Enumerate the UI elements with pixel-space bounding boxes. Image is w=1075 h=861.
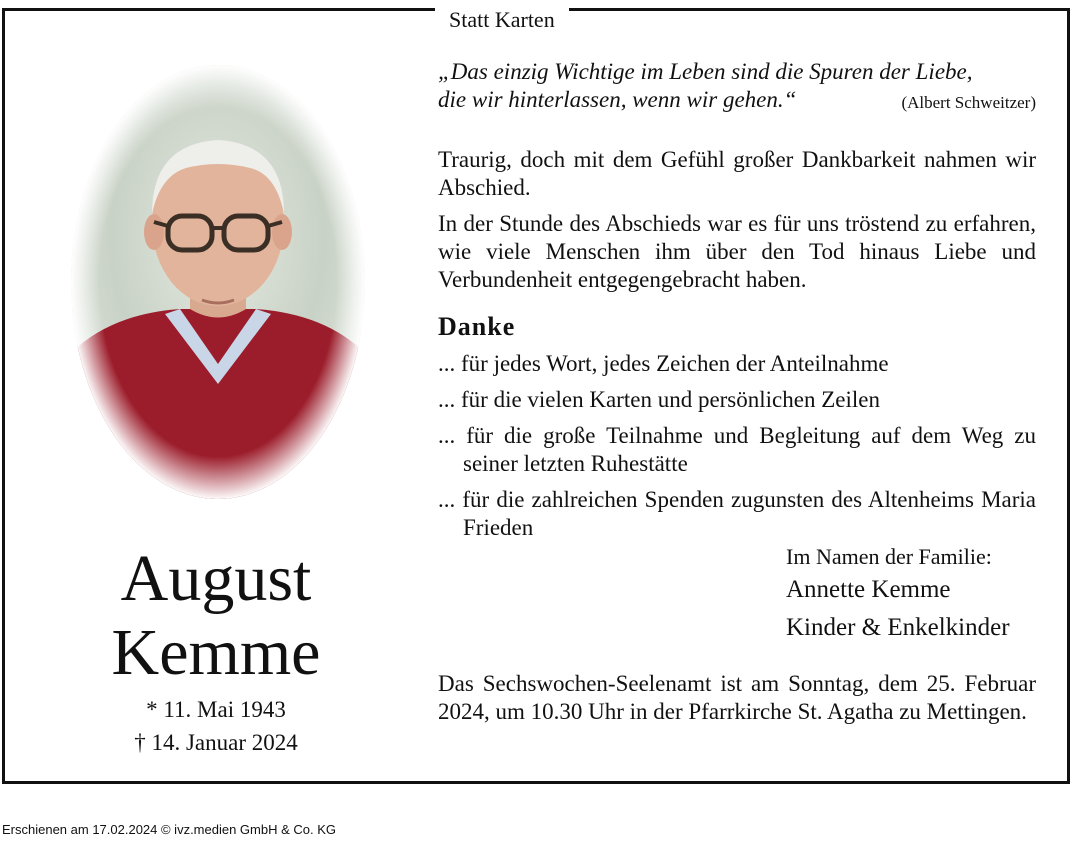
paragraph-gratitude: Traurig, doch mit dem Gefühl großer Dankbarkeit nahmen wir Abschied. [438,147,1036,200]
publication-footer: Erschienen am 17.02.2024 © ivz.medien GmbH & Co. KG [2,822,337,837]
thanks-heading: Danke [438,312,516,341]
list-item: ... für die zahlreichen Spenden zugunsten des Altenheims Maria Frieden [438,487,1036,540]
quote-block [438,58,1036,114]
notice-header: Statt Karten [435,7,569,33]
quote-line-1: „Das einzig Wichtige im Leben sind die Spuren der Liebe, [438,59,973,84]
deceased-name [20,542,412,690]
service-note: Das Sechswochen-Seelenamt ist am Sonntag, dem 25. Februar 2024, um 10.30 Uhr in der Pfarrkirche St. Agatha zu Mettingen. [438,671,1036,724]
list-item: ... für jedes Wort, jedes Zeichen der Anteilnahme [438,351,889,376]
first-name: August [120,542,312,615]
death-date: † 14. Januar 2024 [134,730,298,755]
quote-author: (Albert Schweitzer) [901,93,1036,112]
quote-line-2: die wir hinterlassen, wenn wir gehen.“ [438,87,797,112]
signature-block [786,543,1010,647]
list-item: ... für die große Teilnahme und Begleitung auf dem Weg zu seiner letzten Ruhestätte [438,423,1036,476]
portrait-photo [70,64,366,500]
paragraph-comfort: In der Stunde des Abschieds war es für uns tröstend zu erfahren, wie viele Menschen ihm über den Tod hinaus Liebe und Verbundenheit entgegengebracht haben. [438,211,1036,292]
list-item: ... für die vielen Karten und persönlichen Zeilen [438,387,880,412]
last-name: Kemme [111,616,321,689]
thanks-list [438,350,1036,550]
birth-date: * 11. Mai 1943 [146,697,286,722]
life-dates [20,693,412,759]
signature-name-2: Kinder & Enkelkinder [786,614,1010,641]
signature-name-1: Annette Kemme [786,576,951,603]
signature-intro: Im Namen der Familie: [786,544,992,569]
